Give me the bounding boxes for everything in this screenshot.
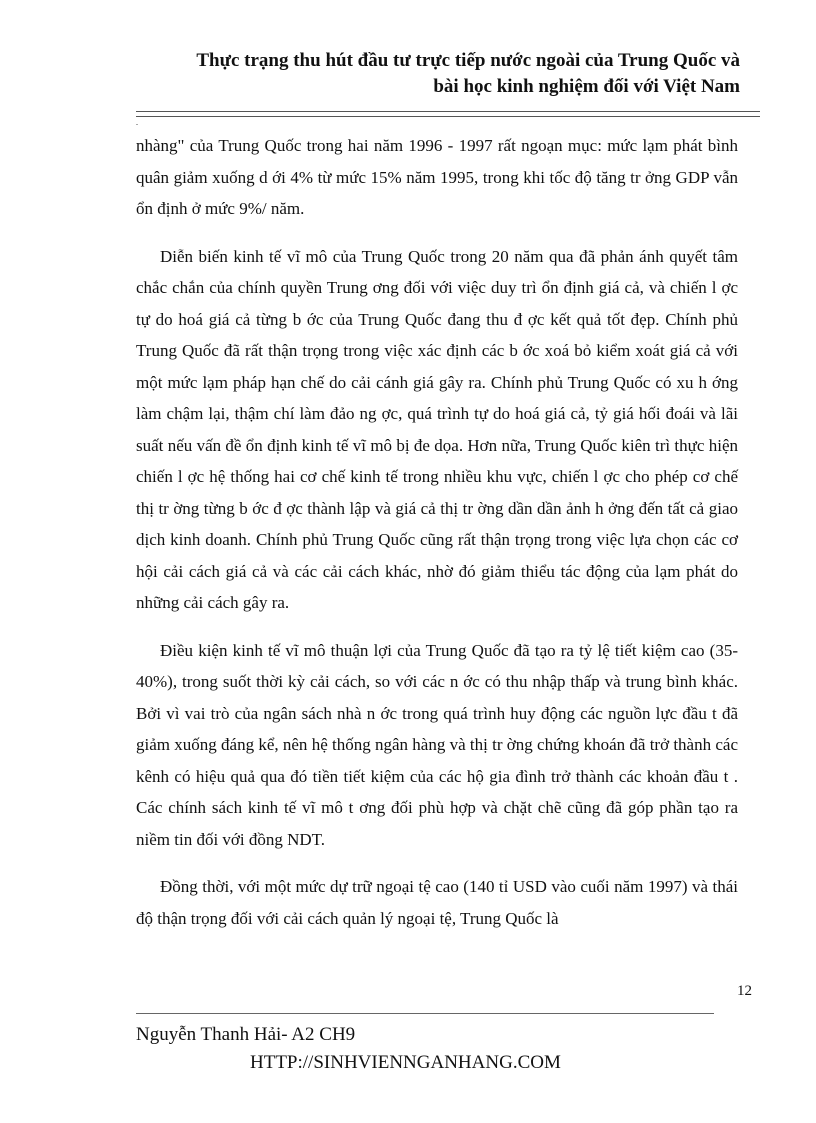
body-text bbox=[136, 130, 738, 950]
page-number: 12 bbox=[737, 983, 752, 999]
paragraph: Diễn biến kinh tế vĩ mô của Trung Quốc trong 20 năm qua đã phản ánh quyết tâm chắc chắn của chính quyền Trung ơng đối với việc duy trì ổn định giá cả, và chiến l ợc tự do hoá giá cả từng b ớc của Trung Quốc đang thu đ ợc kết quả tốt đẹp. Chính phủ Trung Quốc đã rất thận trọng trong việc xác định các b ớc xoá bỏ kiểm xoát giá cả với một mức lạm pháp hạn chế do cải cánh giá gây ra. Chính phủ Trung Quốc có xu h ớng làm chậm lại, thậm chí làm đảo ng ợc, quá trình tự do hoá giá cả, tỷ giá hối đoái và lãi suất nếu vấn đề ổn định kinh tế vĩ mô bị đe dọa. Hơn nữa, Trung Quốc kiên trì thực hiện chiến l ợc hệ thống hai cơ chế kinh tế trong nhiều khu vực, chiến l ợc cho phép cơ chế thị tr ờng từng b ớc đ ợc thành lập và giá cả thị tr ờng dần dần ảnh h ởng đến tất cả giao dịch kinh doanh. Chính phủ Trung Quốc cũng rất thận trọng trong việc lựa chọn các cơ hội cải cách giá cả và các cải cách khác, nhờ đó giảm thiểu tác động của lạm phát do những cải cách gây ra. bbox=[136, 246, 738, 612]
page-header bbox=[100, 48, 740, 100]
footer-author: Nguyễn Thanh Hải- A2 CH9 bbox=[136, 1024, 356, 1045]
section-marker: . bbox=[136, 118, 138, 127]
footer-divider bbox=[136, 1013, 714, 1014]
header-title-line-1: Thực trạng thu hút đầu tư trực tiếp nước ngoài của Trung Quốc và bbox=[196, 50, 740, 71]
paragraph-continued: nhàng" của Trung Quốc trong hai năm 1996 - 1997 rất ngoạn mục: mức lạm phát bình quân giảm xuống d ới 4% từ mức 15% năm 1995, trong khi tốc độ tăng tr ởng GDP vẫn ổn định ở mức 9%/ năm. bbox=[136, 136, 738, 218]
header-title-line-2: bài học kinh nghiệm đối với Việt Nam bbox=[433, 76, 740, 97]
paragraph: Đồng thời, với một mức dự trữ ngoại tệ cao (140 tỉ USD vào cuối năm 1997) và thái độ thận trọng đối với cải cách quản lý ngoại tệ, Trung Quốc là bbox=[136, 877, 738, 928]
header-divider bbox=[136, 111, 760, 117]
footer-website: HTTP://SINHVIENNGANHANG.COM bbox=[250, 1052, 561, 1073]
paragraph: Điều kiện kinh tế vĩ mô thuận lợi của Trung Quốc đã tạo ra tỷ lệ tiết kiệm cao (35- 40%), trong suốt thời kỳ cải cách, so với các n ớc có thu nhập thấp và trung bình khác. Bởi vì vai trò của ngân sách nhà n ớc trong quá trình huy động các nguồn lực đầu t đã giảm xuống đáng kể, nên hệ thống ngân hàng và thị tr ờng chứng khoán đã trở thành các kênh có hiệu quả qua đó tiền tiết kiệm của các hộ gia đình trở thành các khoản đầu t . Các chính sách kinh tế vĩ mô t ơng đối phù hợp và chặt chẽ cũng đã góp phần tạo ra niềm tin đối với đồng NDT. bbox=[136, 640, 738, 849]
